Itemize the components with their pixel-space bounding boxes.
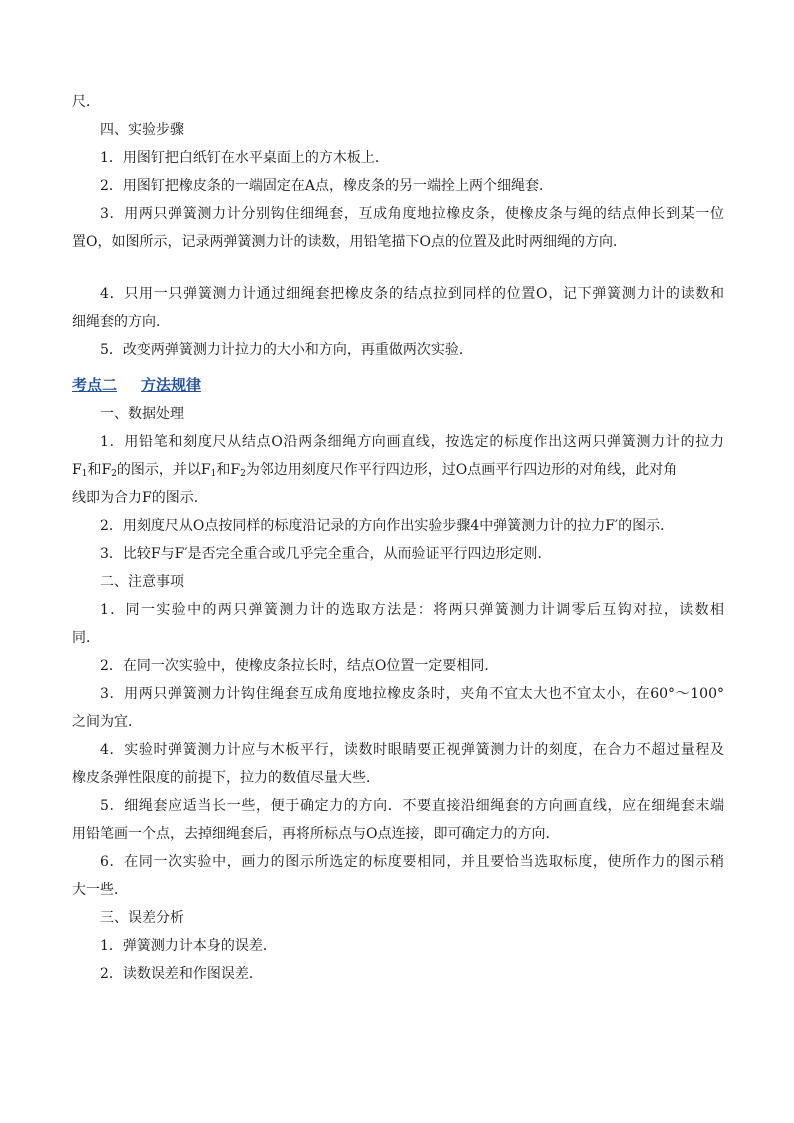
data-proc-1-line-2 xyxy=(72,456,724,484)
document-page xyxy=(72,88,724,988)
note-4-line-2: 橡皮条弹性限度的前提下，拉力的数值尽量大些． xyxy=(72,770,380,786)
heading-notes: 二、注意事项 xyxy=(100,574,184,590)
data-proc-1-line-1: 1．用铅笔和刻度尺从结点O沿两条细绳方向画直线，按选定的标度作出这两只弹簧测力计的拉力 xyxy=(100,434,724,450)
step-4-line-2: 细绳套的方向． xyxy=(72,314,170,330)
note-1-line-1: 1．同一实验中的两只弹簧测力计的选取方法是：将两只弹簧测力计调零后互钩对拉，读数相 xyxy=(100,602,724,618)
text-and-2: 和F xyxy=(216,462,241,478)
text-rest: 为邻边用刻度尺作平行四边形，过O点画平行四边形的对角线，此对角 xyxy=(245,462,678,478)
text-and: 和F xyxy=(87,462,112,478)
section-title: 方法规律 xyxy=(141,376,202,394)
note-5-line-1: 5．细绳套应适当长一些，便于确定力的方向．不要直接沿细绳套的方向画直线，应在细绳套末端 xyxy=(100,798,724,814)
data-proc-3: 3．比较F与F′是否完全重合或几乎完全重合，从而验证平行四边形定则． xyxy=(100,546,552,562)
error-2: 2．读数误差和作图误差． xyxy=(100,966,263,982)
error-1: 1．弹簧测力计本身的误差． xyxy=(100,938,277,954)
data-proc-2: 2．用刻度尺从O点按同样的标度沿记录的方向作出实验步骤4中弹簧测力计的拉力F′的图示． xyxy=(100,518,675,534)
step-3-line-1: 3．用两只弹簧测力计分别钩住细绳套，互成角度地拉橡皮条，使橡皮条与绳的结点伸长到某一位 xyxy=(100,206,724,222)
heading-experiment-steps: 四、实验步骤 xyxy=(100,122,184,138)
note-1-line-2: 同． xyxy=(72,630,100,646)
subscript-3: 1 xyxy=(210,469,217,479)
step-3-line-2: 置O，如图所示，记录两弹簧测力计的读数，用铅笔描下O点的位置及此时两细绳的方向． xyxy=(72,234,627,250)
step-5: 5．改变两弹簧测力计拉力的大小和方向，再重做两次实验． xyxy=(100,342,473,358)
paragraph-tail: 尺． xyxy=(72,94,100,110)
note-5-line-2: 用铅笔画一个点，去掉细绳套后，再将所标点与O点连接，即可确定力的方向． xyxy=(72,826,560,842)
note-2: 2．在同一次实验中，使橡皮条拉长时，结点O位置一定要相同． xyxy=(100,658,499,674)
section-label: 考点二 xyxy=(72,376,118,394)
step-2: 2．用图钉把橡皮条的一端固定在A点，橡皮条的另一端拴上两个细绳套． xyxy=(100,178,554,194)
step-4-line-1: 4．只用一只弹簧测力计通过细绳套把橡皮条的结点拉到同样的位置O，记下弹簧测力计的读数和 xyxy=(100,286,724,302)
note-6-line-1: 6．在同一次实验中，画力的图示所选定的标度要相同，并且要恰当选取标度，使所作力的图示稍 xyxy=(100,854,724,870)
note-4-line-1: 4．实验时弹簧测力计应与木板平行，读数时眼睛要正视弹簧测力计的刻度，在合力不超过量程及 xyxy=(100,742,724,758)
subscript-4: 2 xyxy=(240,469,246,479)
force-f1-letter: F xyxy=(72,462,82,478)
note-3-line-1: 3．用两只弹簧测力计钩住绳套互成角度地拉橡皮条时，夹角不宜太大也不宜太小，在60°～100° xyxy=(100,686,724,702)
text-mid: 的图示，并以F xyxy=(116,462,211,478)
subscript-1: 1 xyxy=(81,469,88,479)
step-1: 1．用图钉把白纸钉在水平桌面上的方木板上． xyxy=(100,150,389,166)
note-3-line-2: 之间为宜． xyxy=(72,714,142,730)
note-6-line-2: 大一些． xyxy=(72,882,128,898)
heading-data-processing: 一、数据处理 xyxy=(100,406,184,422)
figure-gap xyxy=(72,256,724,280)
section-heading-2 xyxy=(72,370,724,400)
data-proc-1-line-3: 线即为合力F的图示． xyxy=(72,490,208,506)
subscript-2: 2 xyxy=(111,469,117,479)
heading-error-analysis: 三、误差分析 xyxy=(100,910,184,926)
